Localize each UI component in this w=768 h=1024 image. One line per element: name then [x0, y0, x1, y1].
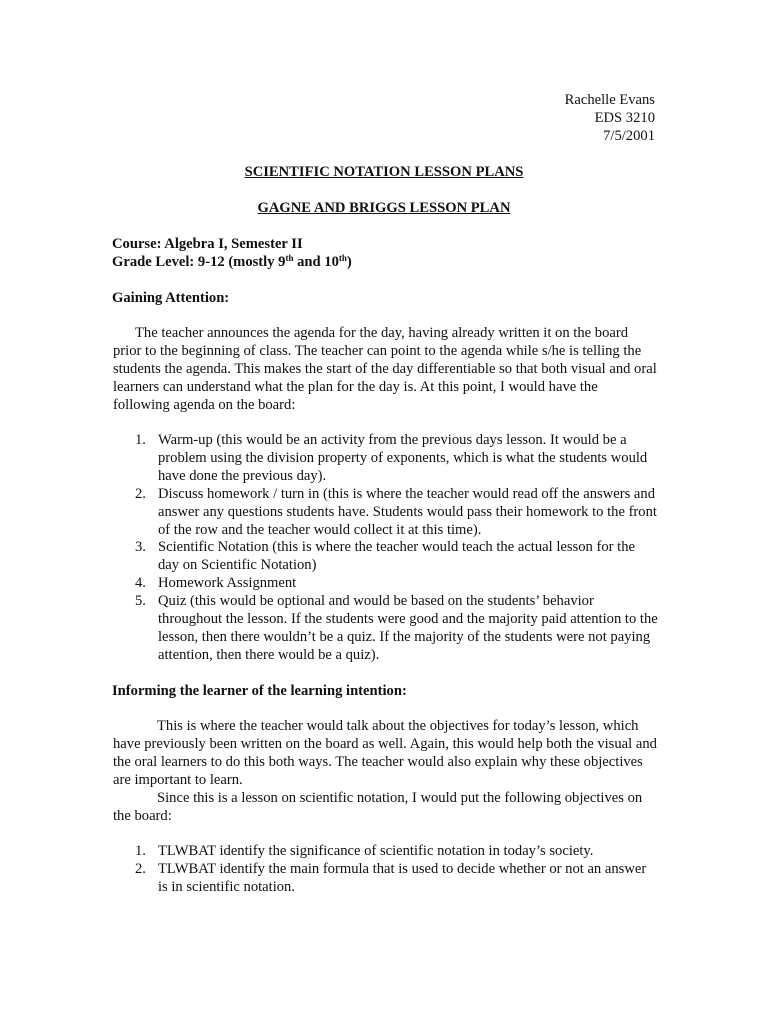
list-item: 1. TLWBAT identify the significance of scientific notation in today’s society. [135, 843, 594, 859]
course-line: Course: Algebra I, Semester II [112, 236, 303, 252]
informing-heading: Informing the learner of the learning intention: [112, 683, 407, 699]
list-item: 1. Warm-up (this would be an activity from the previous days lesson. It would be a problem using the division property of exponents, which is what the students would have done the previous day). [135, 432, 648, 484]
sub-title: GAGNE AND BRIGGS LESSON PLAN [257, 200, 511, 216]
gaining-attention-heading: Gaining Attention: [112, 290, 230, 306]
course-code: EDS 3210 [594, 109, 655, 126]
list-item: 5. Quiz (this would be optional and would be based on the students’ behavior throughout the lesson. If the students were good and the majority paid attention to the lesson, then there wouldn’t be a quiz. If the majority of the students were not paying attention, then there would be a quiz). [135, 593, 658, 663]
grade-level-line: Grade Level: 9-12 (mostly 9th and 10th) [112, 253, 352, 270]
agenda-list [113, 432, 659, 665]
gaining-attention-paragraph: The teacher announces the agenda for the day, having already written it on the board prior to the beginning of class. The teacher can point to the agenda while s/he is telling the students the agenda. This makes the start of the day differentiable so that both visual and oral learners can understand what the plan for the day is. At this point, I would have the following agenda on the board: [113, 325, 657, 413]
objectives-list [113, 843, 659, 897]
list-item: 4. Homework Assignment [135, 575, 297, 592]
author-header [565, 92, 655, 146]
list-item: 3. Scientific Notation (this is where the teacher would teach the actual lesson for the day on Scientific Notation) [135, 539, 635, 574]
informing-paragraph: This is where the teacher would talk about the objectives for today’s lesson, which have previously been written on the board as well. Again, this would help both the visual and the oral learners to do this both ways. The teacher would also explain why these objectives are important to learn. Since this is a lesson on scientific notation, I would put the following objectives on the board: [113, 718, 657, 824]
document-date: 7/5/2001 [603, 127, 655, 144]
author-name: Rachelle Evans [564, 92, 655, 108]
main-title: SCIENTIFIC NOTATION LESSON PLANS [244, 164, 524, 180]
list-item: 2. Discuss homework / turn in (this is where the teacher would read off the answers and answer any questions students have. Students would pass their homework to the front of the row and the teacher would collect it at this time). [135, 485, 657, 538]
list-item: 2. TLWBAT identify the main formula that is used to decide whether or not an answer is in scientific notation. [135, 860, 647, 895]
